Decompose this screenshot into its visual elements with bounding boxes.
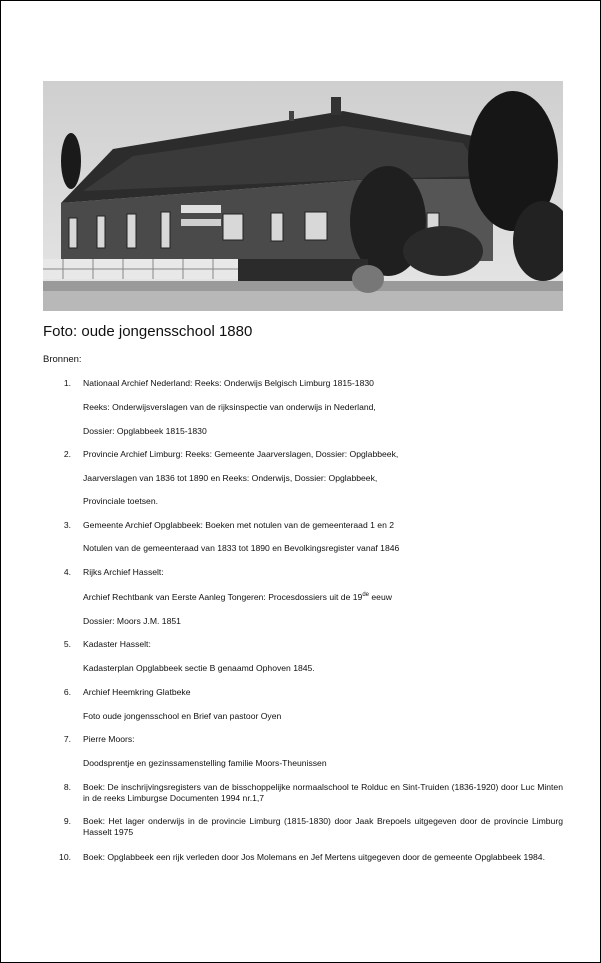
source-number: 1. [63, 378, 71, 388]
source-number: 7. [63, 734, 71, 744]
source-text: Boek: Opglabbeek een rijk verleden door Jos Molemans en Jef Mertens uitgegeven door de gemeente Opglabbeek 1984. [83, 852, 545, 862]
source-line: Jaarverslagen van 1836 tot 1890 en Reeks: Onderwijs, Dossier: Opglabbeek, [83, 473, 378, 483]
school-photo [43, 81, 563, 311]
source-number: 5. [63, 639, 71, 649]
source-line: Dossier: Moors J.M. 1851 [83, 616, 181, 626]
source-line-tail: eeuw [369, 592, 392, 602]
source-line: Kadaster Hasselt: [83, 639, 151, 649]
source-line: Gemeente Archief Opglabbeek: Boeken met notulen van de gemeenteraad 1 en 2 [83, 520, 395, 530]
source-line-main: Archief Rechtbank van Eerste Aanleg Tongeren: Procesdossiers uit de 19 [83, 592, 363, 602]
source-number: 9. [63, 816, 71, 826]
source-line: Foto oude jongensschool en Brief van pastoor Oyen [83, 711, 282, 721]
source-line: Pierre Moors: [83, 734, 135, 744]
source-line: Doodsprentje en gezinssamenstelling familie Moors-Theunissen [83, 758, 327, 768]
source-text: Boek: De inschrijvingsregisters van de bisschoppelijke normaalschool te Rolduc en Sint-Truiden (1836-1920) door Luc Minten in de reeks Limburgse Documenten 1994 nr.1,7 [83, 782, 563, 803]
source-line: Rijks Archief Hasselt: [83, 567, 164, 577]
source-line: Provinciale toetsen. [83, 496, 158, 506]
superscript: de [362, 592, 369, 599]
source-line [83, 592, 563, 603]
source-line: Provincie Archief Limburg: Reeks: Gemeente Jaarverslagen, Dossier: Opglabbeek, [83, 449, 399, 459]
source-number: 8. [63, 782, 71, 792]
source-text: Boek: Het lager onderwijs in de provincie Limburg (1815-1830) door Jaak Brepoels uitgegeven door de provincie Limburg Hasselt 1975 [83, 816, 563, 837]
source-line: Kadasterplan Opglabbeek sectie B genaamd Ophoven 1845. [83, 663, 315, 673]
source-number: 10. [59, 852, 71, 862]
source-number: 4. [63, 567, 71, 577]
source-line: Notulen van de gemeenteraad van 1833 tot 1890 en Bevolkingsregister vanaf 1846 [83, 543, 400, 553]
source-number: 2. [63, 449, 71, 459]
source-line: Archief Heemkring Glatbeke [83, 687, 191, 697]
source-line: Nationaal Archief Nederland: Reeks: Onderwijs Belgisch Limburg 1815-1830 [83, 378, 374, 388]
source-number: 6. [63, 687, 71, 697]
source-number: 3. [63, 520, 71, 530]
photo-caption: Foto: oude jongensschool 1880 [43, 323, 253, 340]
source-line: Dossier: Opglabbeek 1815-1830 [83, 426, 207, 436]
source-line: Reeks: Onderwijsverslagen van de rijksinspectie van onderwijs in Nederland, [83, 402, 376, 412]
sources-label: Bronnen: [43, 354, 82, 365]
